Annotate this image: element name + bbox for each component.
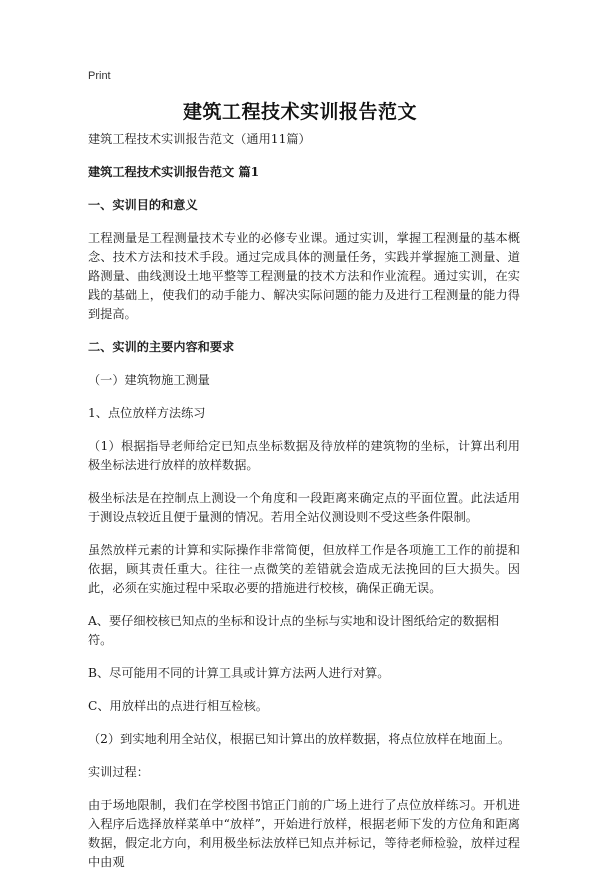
subheading-building-survey: （一）建筑物施工测量 [88, 373, 210, 387]
paragraph-polar-method: 极坐标法是在控制点上测设一个角度和一段距离来确定点的平面位置。此法适用于测设点较近且便于量测的情况。若用全站仪测设则不受这些条件限制。 [88, 491, 520, 524]
list-item-b: B、尽可能用不同的计算工具或计算方法两人进行对算。 [88, 666, 390, 680]
paragraph-purpose: 工程测量是工程测量技术专业的必修专业课。通过实训，掌握工程测量的基本概念、技术方法和技术手段。通过完成具体的测量任务，实践并掌握施工测量、道路测量、曲线测设土地平整等工程测量的技术方法和作业流程。通过实训，在实践的基础上，使我们的动手能力、解决实际问题的能力及进行工程测量的能力得到提高。 [88, 231, 520, 321]
document-title: 建筑工程技术实训报告范文 [182, 101, 417, 123]
paragraph-step-2: （2）到实地利用全站仪，根据已知计算出的放样数据，将点位放样在地面上。 [88, 732, 511, 746]
article-heading: 建筑工程技术实训报告范文 篇1 [88, 165, 260, 179]
section-heading-content: 二、实训的主要内容和要求 [88, 340, 235, 354]
document-subtitle: 建筑工程技术实训报告范文（通用11篇） [88, 132, 311, 146]
paragraph-step-1: （1）根据指导老师给定已知点坐标数据及待放样的建筑物的坐标，计算出利用极坐标法进行放样的放样数据。 [88, 439, 520, 472]
paragraph-verification: 虽然放样元素的计算和实际操作非常简便，但放样工作是各项施工工作的前提和依据，顾其责任重大。往往一点微笑的差错就会造成无法挽回的巨大损失。因此，必须在实施过程中采取必要的措施进行校核，确保正确无误。 [88, 543, 520, 595]
process-label: 实训过程： [88, 765, 149, 779]
print-label: Print [88, 70, 111, 82]
section-heading-purpose: 一、实训目的和意义 [88, 198, 198, 212]
subheading-point-staking: 1、点位放样方法练习 [88, 406, 206, 420]
paragraph-process: 由于场地限制，我们在学校图书馆正门前的广场上进行了点位放样练习。开机进入程序后选择放样菜单中“放样”，开始进行放样，根据老师下发的方位角和距离数据，假定北方向，利用极坐标法放样已知点并标记，等待老师检验，放样过程中由观 [88, 798, 520, 869]
list-item-a: A、要仔细校核已知点的坐标和设计点的坐标与实地和设计图纸给定的数据相符。 [88, 614, 499, 647]
list-item-c: C、用放样出的点进行相互检核。 [88, 699, 268, 713]
document-body [88, 130, 520, 886]
